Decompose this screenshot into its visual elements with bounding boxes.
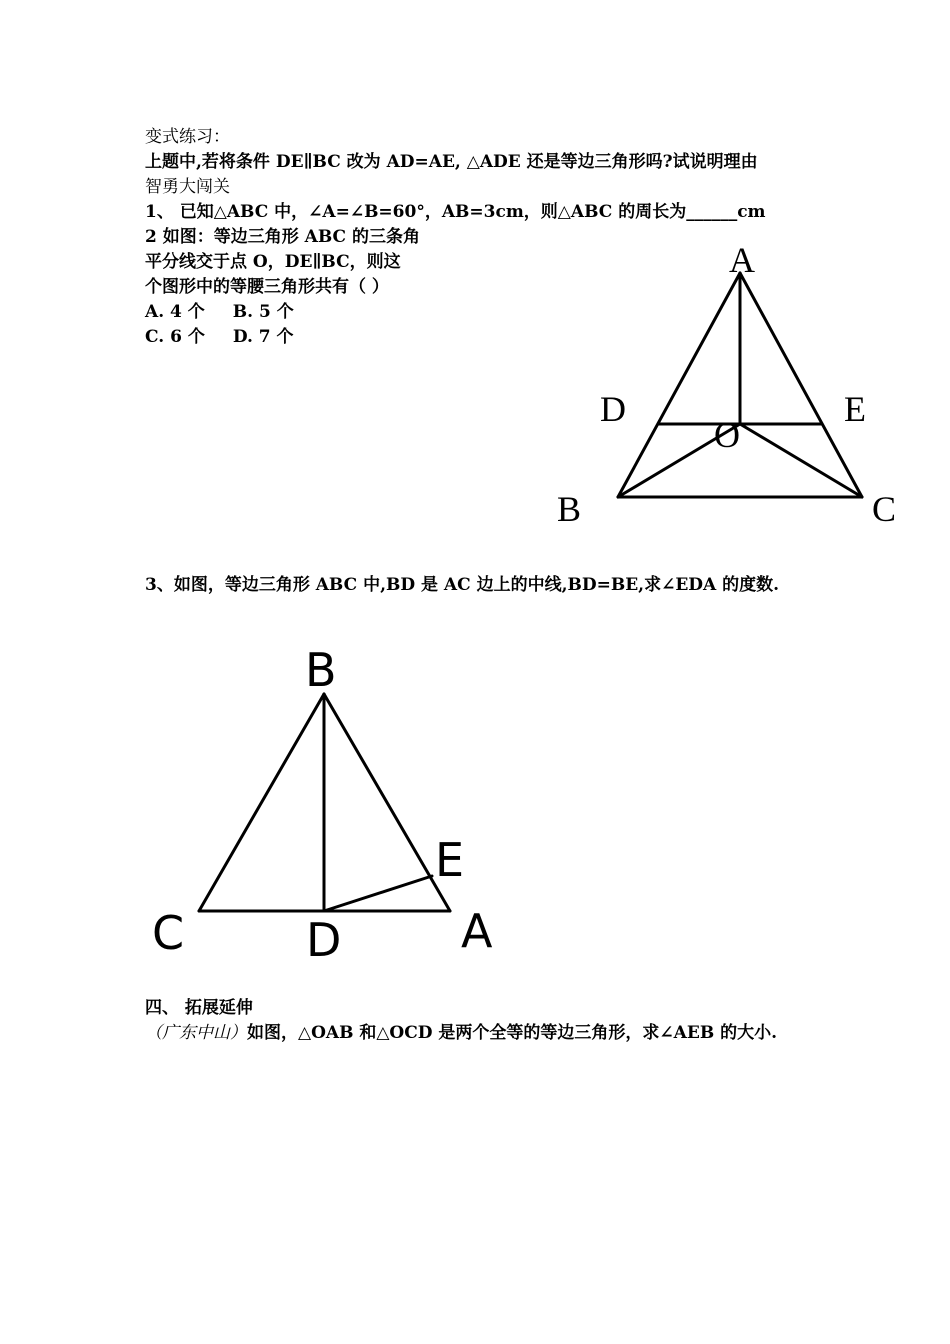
label-c: C: [872, 489, 897, 529]
question-2-line-3: 个图形中的等腰三角形共有（ ）: [145, 277, 389, 297]
label-a: A: [461, 904, 493, 958]
option-d: D. 7 个: [232, 327, 294, 347]
segment-de: [324, 876, 432, 911]
label-c: C: [152, 906, 185, 960]
label-a: A: [729, 240, 755, 280]
label-d: D: [306, 913, 342, 967]
extension-question: [145, 1022, 777, 1044]
label-b: B: [305, 643, 337, 697]
label-e: E: [844, 389, 866, 429]
extension-source: （广东中山）: [145, 1023, 247, 1043]
extension-text: 如图，△OAB 和△OCD 是两个全等的等边三角形，求∠AEB 的大小.: [247, 1023, 778, 1043]
label-o: O: [714, 415, 740, 455]
side-ba: [324, 694, 450, 911]
label-e: E: [435, 833, 465, 887]
question-1: 1、 已知△ABC 中，∠A=∠B=60°，AB=3cm，则△ABC 的周长为______cm: [145, 202, 766, 222]
label-b: B: [557, 489, 582, 529]
question-2-line-2: 平分线交于点 O，DE∥BC，则这: [145, 252, 401, 272]
side-bc: [199, 694, 324, 911]
challenge-heading: 智勇大闯关: [145, 177, 230, 197]
question-2-line-1: 2 如图：等边三角形 ABC 的三条角: [145, 227, 420, 247]
extension-heading: 四、 拓展延伸: [145, 998, 253, 1018]
question-3: 3、如图，等边三角形 ABC 中,BD 是 AC 边上的中线,BD=BE,求∠EDA 的度数.: [145, 575, 780, 595]
label-d: D: [600, 389, 626, 429]
variant-heading: 变式练习：: [145, 127, 230, 147]
option-c: C. 6 个: [145, 327, 205, 347]
variant-question: 上题中,若将条件 DE∥BC 改为 AD=AE, △ADE 还是等边三角形吗?试说明理由: [145, 152, 758, 172]
option-b: B. 5 个: [232, 302, 294, 322]
option-a: A. 4 个: [145, 302, 205, 322]
